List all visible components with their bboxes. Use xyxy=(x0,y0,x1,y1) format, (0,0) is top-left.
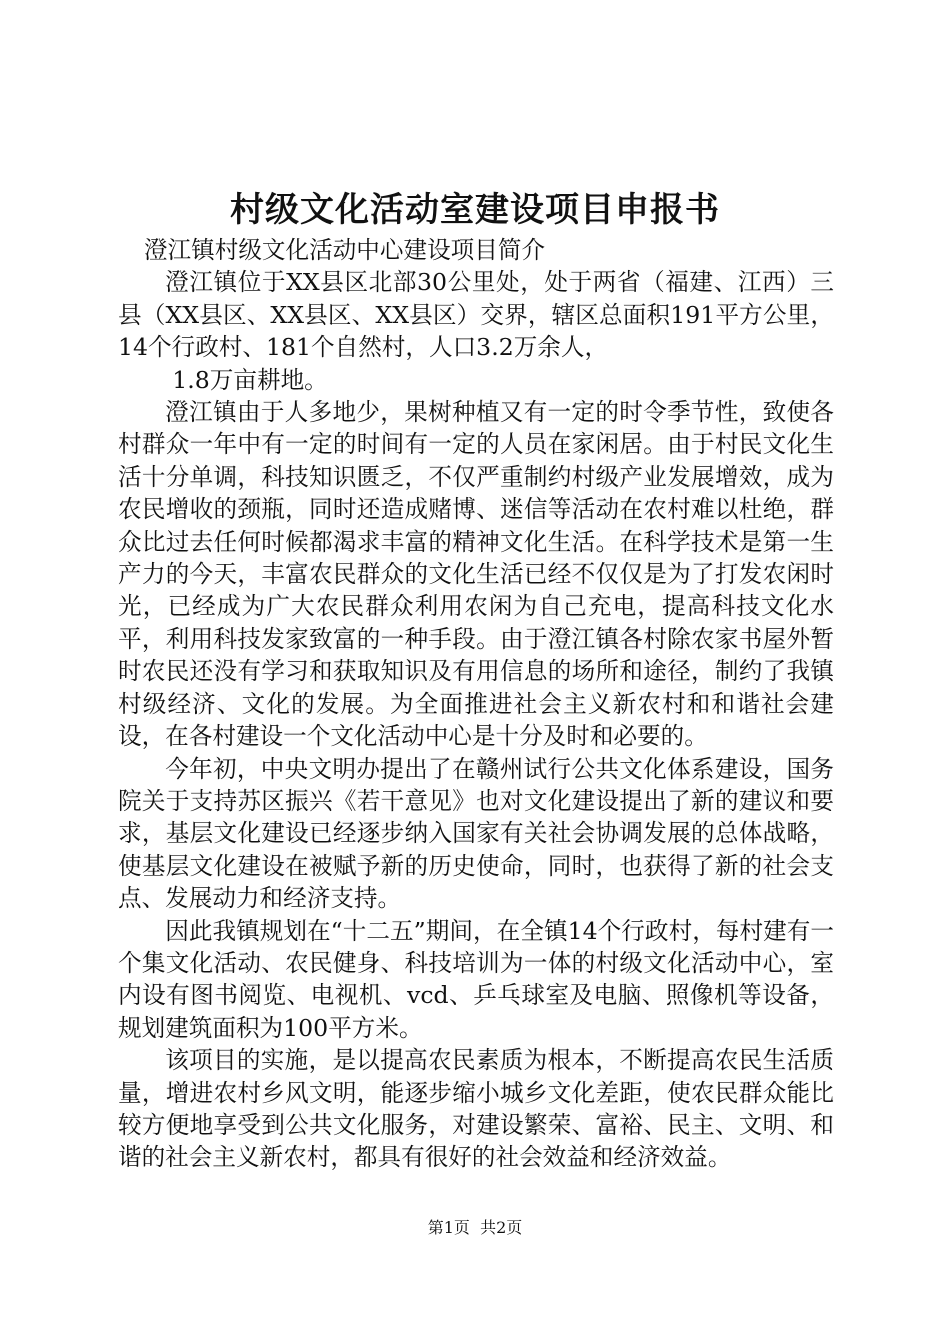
paragraph-benefits: 该项目的实施，是以提高农民素质为根本，不断提高农民生活质量，增进农村乡风文明，能逐步缩小城乡文化差距，使农民群众能比较方便地享受到公共文化服务，对建设繁荣、富裕、民主、文明、和谐的社会主义新农村，都具有很好的社会效益和经济效益。 xyxy=(118,1046,834,1172)
document-title: 村级文化活动室建设项目申报书 xyxy=(230,190,720,230)
section-subtitle: 澄江镇村级文化活动中心建设项目简介 xyxy=(143,236,546,264)
paragraph-plan: 因此我镇规划在“十二五”期间，在全镇14个行政村，每村建有一个集文化活动、农民健身、科技培训为一体的村级文化活动中心，室内设有图书阅览、电视机、vcd、乒乓球室及电脑、照像机等设备，规划建筑面积为100平方米。 xyxy=(118,916,834,1042)
page-number: 第1页 共2页 xyxy=(427,1218,523,1237)
paragraph-policy: 今年初，中央文明办提出了在赣州试行公共文化体系建设，国务院关于支持苏区振兴《若干意见》也对文化建设提出了新的建议和要求，基层文化建设已经逐步纳入国家有关社会协调发展的总体战略，使基层文化建设在被赋予新的历史使命，同时，也获得了新的社会支点、发展动力和经济支持。 xyxy=(118,754,834,913)
paragraph-farmland: 1.8万亩耕地。 xyxy=(172,365,328,394)
document-body xyxy=(118,234,834,1174)
paragraph-background: 澄江镇由于人多地少，果树种植又有一定的时令季节性，致使各村群众一年中有一定的时间有一定的人员在家闲居。由于村民文化生活十分单调，科技知识匮乏，不仅严重制约村级产业发展增效，成为农民增收的颈瓶，同时还造成赌博、迷信等活动在农村难以杜绝，群众比过去任何时候都渴求丰富的精神文化生活。在科学技术是第一生产力的今天，丰富农民群众的文化生活已经不仅仅是为了打发农闲时光，已经成为广大农民群众利用农闲为自己充电，提高科技文化水平，利用科技发家致富的一种手段。由于澄江镇各村除农家书屋外暂时农民还没有学习和获取知识及有用信息的场所和途径，制约了我镇村级经济、文化的发展。为全面推进社会主义新农村和和谐社会建设，在各村建设一个文化活动中心是十分及时和必要的。 xyxy=(118,398,834,751)
page-footer xyxy=(0,1217,950,1239)
paragraph-location: 澄江镇位于XX县区北部30公里处，处于两省（福建、江西）三县（XX县区、XX县区、XX县区）交界，辖区总面积191平方公里，14个行政村、181个自然村，人口3.2万余人， xyxy=(118,268,834,362)
